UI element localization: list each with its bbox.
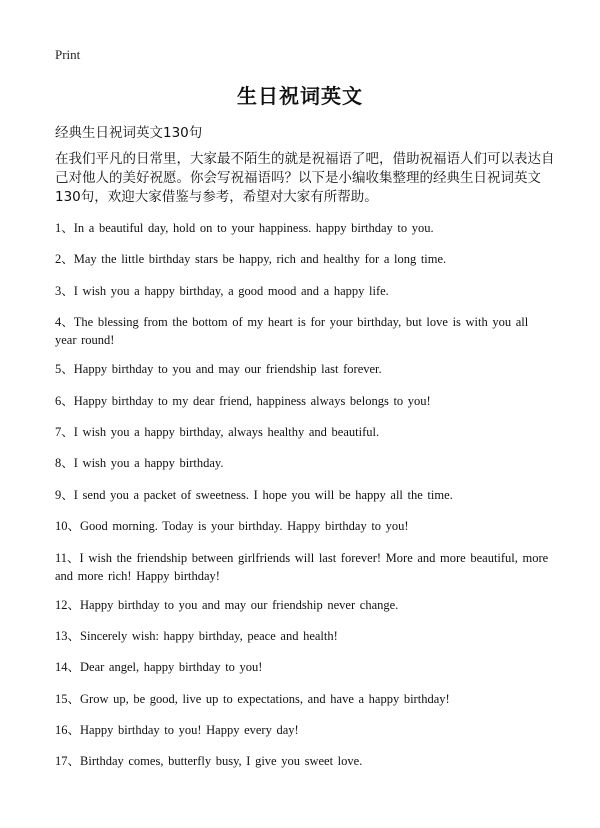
list-item <box>55 423 550 441</box>
print-link[interactable]: Print <box>55 47 81 62</box>
item-text: Good morning. Today is your birthday. Happy birthday to you! <box>80 519 409 534</box>
item-number: 8、 <box>55 456 74 471</box>
subtitle: 经典生日祝词英文130句 <box>55 125 203 141</box>
item-number: 11、 <box>55 550 80 565</box>
item-text: I wish you a happy birthday, a good mood and a happy life. <box>73 283 389 298</box>
item-number: 7、 <box>55 424 74 439</box>
item-text: The blessing from the bottom of my heart is for your birthday, but love is with you all year round! <box>55 315 529 348</box>
list-item <box>55 282 550 300</box>
item-text: Happy birthday to you and may our friendship last forever. <box>73 362 382 377</box>
list-item <box>55 360 550 378</box>
item-number: 1、 <box>55 221 74 235</box>
item-text: In a beautiful day, hold on to your happiness. happy birthday to you. <box>73 221 434 235</box>
list-item <box>55 313 550 349</box>
blessing-list <box>55 219 550 784</box>
list-item <box>55 627 550 645</box>
item-number: 14、 <box>55 660 81 675</box>
intro-paragraph: 在我们平凡的日常里，大家最不陌生的就是祝福语了吧，借助祝福语人们可以表达自己对他人的美好祝愿。你会写祝福语吗？以下是小编收集整理的经典生日祝词英文130句，欢迎大家借鉴与参考，希望对大家有所帮助。 <box>55 151 555 205</box>
list-item <box>55 596 550 614</box>
item-number: 9、 <box>55 487 74 502</box>
item-text: Grow up, be good, live up to expectations, and have a happy birthday! <box>80 691 450 706</box>
item-text: May the little birthday stars be happy, rich and healthy for a long time. <box>73 252 447 267</box>
item-text: Birthday comes, butterfly busy, I give you sweet love. <box>80 754 363 769</box>
item-number: 10、 <box>55 519 81 534</box>
item-text: Happy birthday to you and may our friendship never change. <box>80 597 399 612</box>
item-number: 5、 <box>55 362 74 377</box>
item-text: Happy birthday to you! Happy every day! <box>80 723 299 738</box>
item-text: I wish you a happy birthday, always healthy and beautiful. <box>73 424 380 439</box>
item-number: 3、 <box>55 283 74 298</box>
item-text: I wish you a happy birthday. <box>73 456 224 471</box>
list-item <box>55 219 550 237</box>
item-text: Dear angel, happy birthday to you! <box>80 660 263 675</box>
list-item <box>55 486 550 504</box>
item-text: Sincerely wish: happy birthday, peace and health! <box>80 628 338 643</box>
item-text: Happy birthday to my dear friend, happiness always belongs to you! <box>73 393 431 408</box>
item-number: 16、 <box>55 723 81 738</box>
list-item <box>55 454 550 472</box>
list-item <box>55 250 550 268</box>
item-text: I send you a packet of sweetness. I hope you will be happy all the time. <box>73 487 453 502</box>
item-number: 2、 <box>55 252 74 267</box>
item-number: 6、 <box>55 393 74 408</box>
page-title: 生日祝词英文 <box>237 84 363 108</box>
list-item <box>55 690 550 708</box>
list-item <box>55 721 550 739</box>
list-item <box>55 549 550 585</box>
list-item <box>55 752 550 770</box>
list-item <box>55 658 550 676</box>
item-number: 4、 <box>55 315 74 330</box>
item-number: 17、 <box>55 754 81 769</box>
list-item <box>55 517 550 535</box>
item-number: 15、 <box>55 691 81 706</box>
item-number: 12、 <box>55 597 81 612</box>
item-number: 13、 <box>55 628 81 643</box>
list-item <box>55 392 550 410</box>
item-text: I wish the friendship between girlfriends will last forever! More and more beautiful, more and more rich! Happy birthday! <box>55 550 549 583</box>
